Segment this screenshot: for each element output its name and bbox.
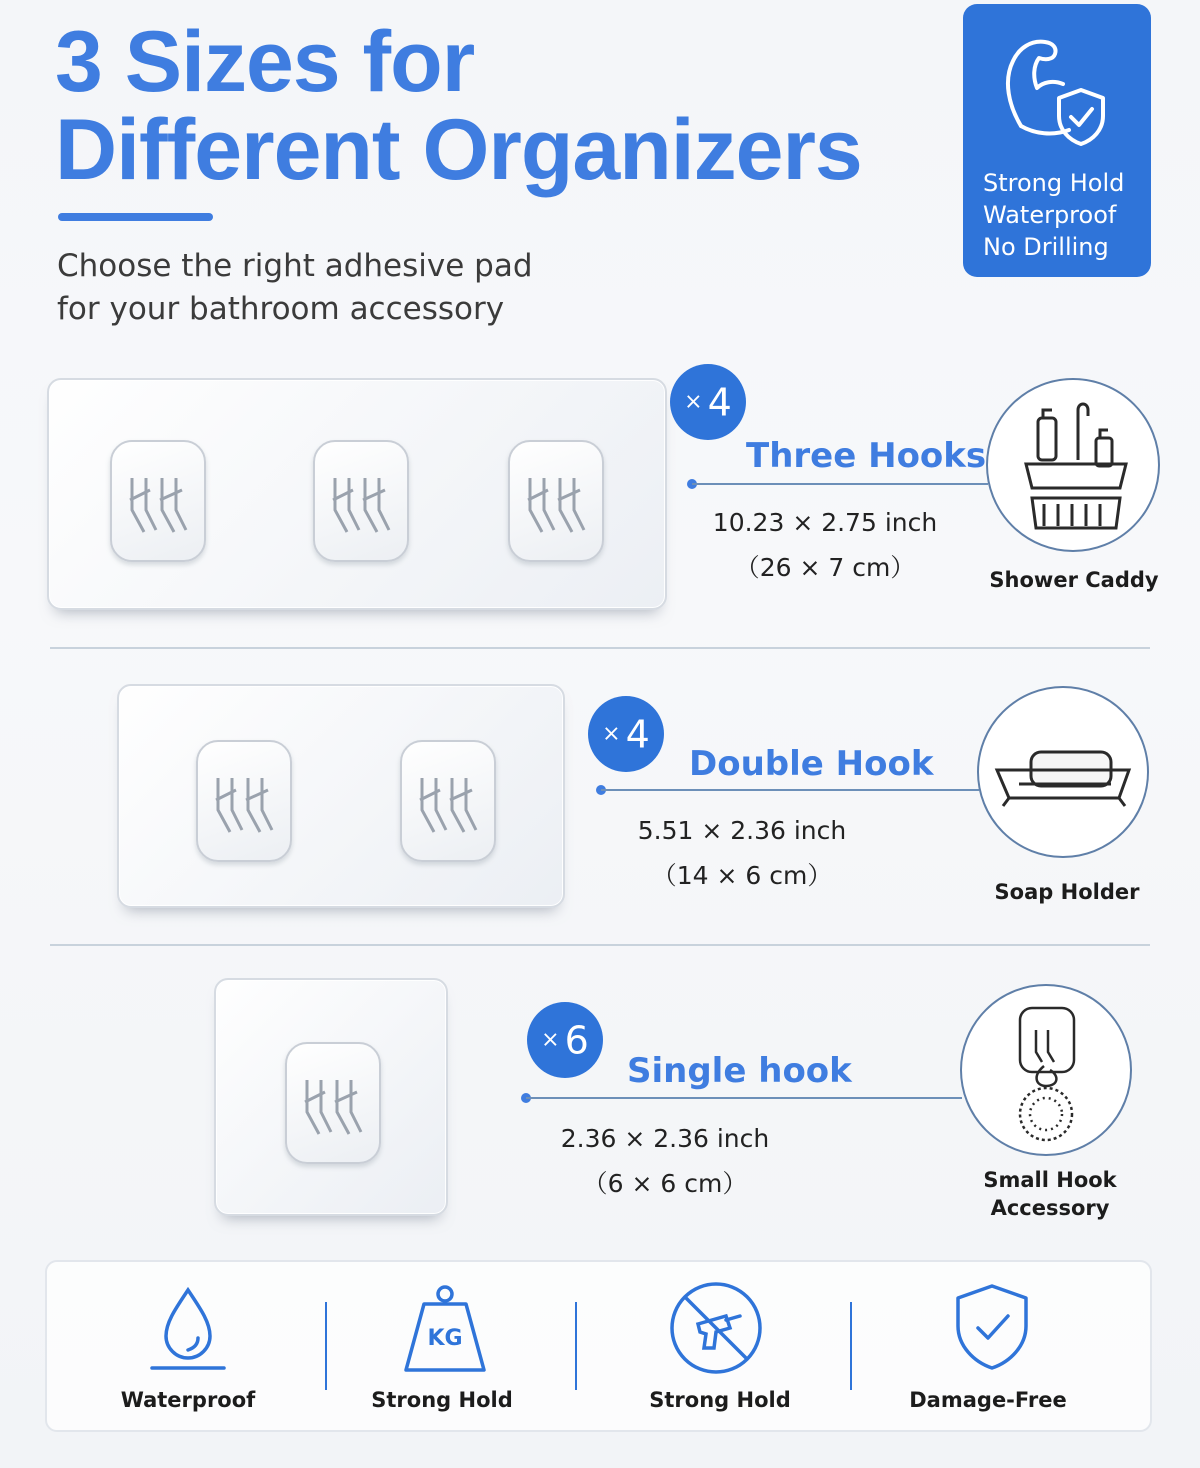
kg-label: KG (427, 1326, 463, 1351)
size-name: Double Hook (689, 744, 934, 784)
accessory-circle (977, 686, 1149, 858)
accessory-circle (960, 984, 1132, 1156)
size-dims-inch: 10.23 × 2.75 inch (712, 508, 938, 537)
size-dims-cm: （26 × 7 cm） (734, 553, 916, 582)
feature-separator (325, 1302, 327, 1390)
badge-line-1: Strong Hold (983, 169, 1125, 197)
hook-icon (285, 1042, 381, 1164)
accessory-label-line-1: Shower Caddy (989, 568, 1159, 592)
quantity-badge (527, 1002, 603, 1078)
title-underline (58, 213, 213, 221)
row-divider (50, 944, 1150, 946)
quantity-prefix: × (541, 1027, 560, 1053)
bath-sponge-hook-icon (962, 986, 1134, 1158)
feature-separator (575, 1302, 577, 1390)
soap-holder-icon (979, 688, 1151, 860)
size-name: Three Hooks (746, 436, 987, 476)
water-drop-icon (146, 1284, 230, 1372)
subtitle-line-1: Choose the right adhesive pad (57, 248, 533, 284)
quantity-value: 4 (707, 380, 732, 425)
quantity-value: 6 (564, 1018, 589, 1063)
accessory-circle (986, 378, 1160, 552)
hook-icon (400, 740, 496, 862)
leader-line (692, 483, 988, 485)
shield-check-icon (952, 1282, 1032, 1372)
hook-icon (110, 440, 206, 562)
leader-line (601, 789, 979, 791)
title-line-1: 3 Sizes for (55, 14, 475, 110)
accessory-label (980, 566, 1168, 594)
feature-label: Damage-Free (909, 1388, 1067, 1412)
shower-caddy-icon (988, 380, 1162, 554)
accessory-label (950, 1166, 1150, 1222)
feature-label: Strong Hold (649, 1388, 791, 1412)
size-dims-cm: （6 × 6 cm） (582, 1169, 748, 1198)
feature-label: Waterproof (120, 1388, 256, 1412)
quantity-value: 4 (625, 712, 650, 757)
accessory-label (970, 878, 1164, 906)
quantity-prefix: × (684, 389, 703, 415)
size-dims-inch: 2.36 × 2.36 inch (560, 1124, 770, 1153)
hook-icon (313, 440, 409, 562)
quantity-badge (670, 364, 746, 440)
hook-icon (508, 440, 604, 562)
double-hook-pad (117, 684, 565, 908)
feature-badge (963, 4, 1151, 277)
accessory-label-line-1: Small Hook (983, 1168, 1117, 1192)
leader-line (526, 1097, 962, 1099)
muscle-shield-icon (991, 26, 1121, 156)
accessory-label-line-1: Soap Holder (994, 880, 1140, 904)
badge-line-3: No Drilling (983, 233, 1109, 261)
badge-line-2: Waterproof (983, 201, 1117, 229)
subtitle (57, 245, 617, 331)
feature-separator (850, 1302, 852, 1390)
row-divider (50, 647, 1150, 649)
feature-label: Strong Hold (371, 1388, 513, 1412)
hook-icon (196, 740, 292, 862)
page-title (55, 14, 935, 198)
size-name: Single hook (627, 1051, 852, 1091)
subtitle-line-2: for your bathroom accessory (57, 291, 505, 327)
accessory-label-line-2: Accessory (990, 1196, 1110, 1220)
title-line-2: Different Organizers (55, 102, 862, 198)
quantity-prefix: × (602, 721, 621, 747)
size-dims-inch: 5.51 × 2.36 inch (637, 816, 847, 845)
size-dims-cm: （14 × 6 cm） (651, 861, 833, 890)
no-drill-icon (668, 1280, 764, 1376)
quantity-badge (588, 696, 664, 772)
